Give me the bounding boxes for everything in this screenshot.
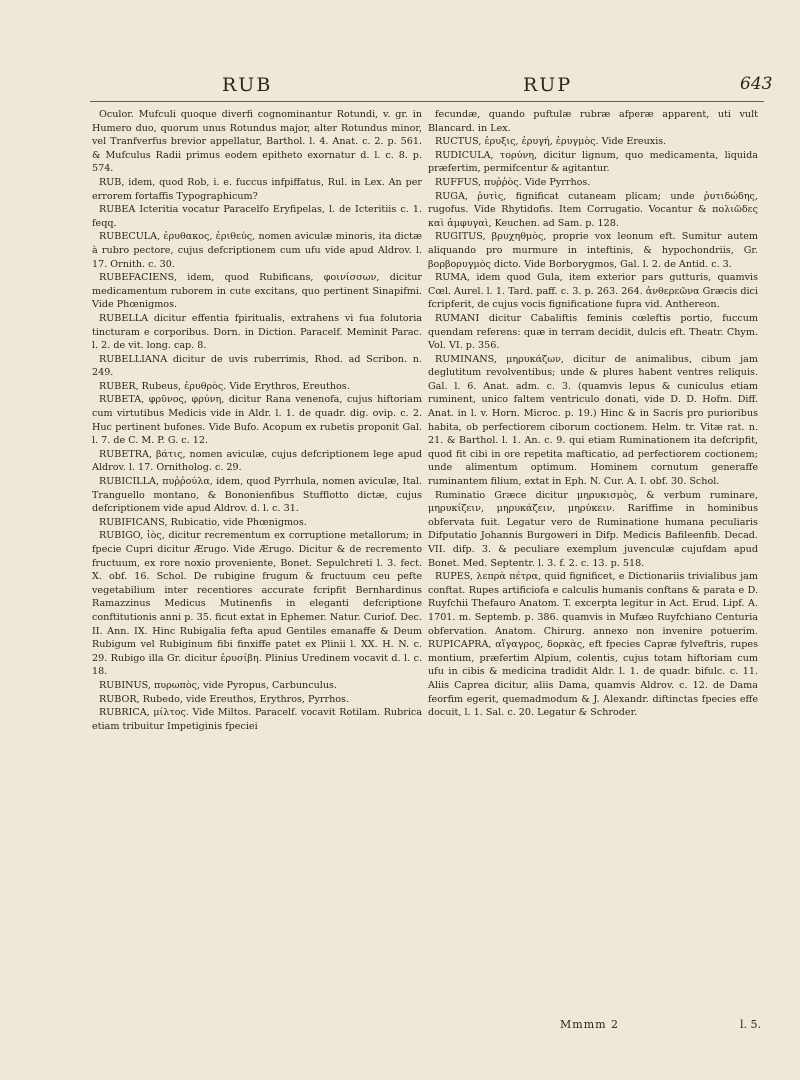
entry: RUBICILLA, πυῤῥούλα, idem, quod Pyrrhula, nomen aviculæ, Ital. Tranguello montano, & Bononienfibus Stufflotto dictæ, cujus defcriptionem vide apud Aldrov. d. l. c. 31. — [92, 476, 422, 515]
entry: RUBER, Rubeus, ἐρυθρὸς. Vide Erythros, Ereuthos. — [99, 380, 350, 392]
entry: RUBELLA dicitur effentia fpiritualis, extrahens vi fua folutoria tincturam e corporibus. Dorn. in Diction. Paracelf. Meminit Parac. l. 2. de vit. long. cap. 8. — [92, 312, 422, 352]
entry: fecundæ, quando puftulæ rubræ afperæ apparent, uti vult Blancard. in Lex. — [428, 109, 758, 134]
catchword: l. 5. — [740, 1018, 762, 1031]
running-head-left: RUB — [222, 74, 273, 96]
page-number: 643 — [740, 74, 773, 94]
entry: RUBETRA, βάτις, nomen aviculæ, cujus defcriptionem lege apud Aldrov. l. 17. Ornitholog. c. 29. — [92, 448, 422, 474]
entry: RUB, idem, quod Rob, i. e. fuccus infpiffatus, Rul. in Lex. An per errorem fortaffis Typographicum? — [92, 176, 422, 202]
entry: RUBEFACIENS, idem, quod Rubificans, φοινίσσων, dicitur medicamentum ruborem in cute excitans, quo pertinent Sinapifmi. Vide Phœnigmos. — [92, 272, 422, 311]
entry: RUDICULA, τορύνη, dicitur lignum, quo medicamenta, liquida præfertim, permifcentur & agitantur. — [428, 149, 758, 175]
signature-mark: Mmmm 2 — [560, 1018, 620, 1031]
entry: RUBETA, φρῦνος, φρύνη, dicitur Rana venenofa, cujus hiftoriam cum virtutibus Medicis vide in Aldr. l. 1. de quadr. dig. ovip. c. 2. Huc pertinent bufones. Vide Bufo. Acopum ex rubetis proponit Gal. l. 7. de C. M. P. G. c. 12. — [92, 394, 422, 447]
entry: RUBIFICANS, Rubicatio, vide Phœnigmos. — [99, 516, 307, 528]
entry: RUGA, ῥυτὶς, fignificat cutaneam plicam; unde ῥυτιδώδης, rugofus. Vide Rhytidofis. Item Corrugatio. Vocantur & πολιῶδες καὶ ἀμφυγαὶ, Keuchen. ad Sam. p. 128. — [428, 190, 758, 229]
entry: RUBECULA, ἐρυθακος, ἐριθεύς, nomen aviculæ minoris, ita dictæ à rubro pectore, cujus defcriptionem cum ufu vide apud Aldrov. l. 17. Ornith. c. 30. — [92, 231, 422, 270]
entry: RUMANI dicitur Cabaliftis feminis cœleftis portio, fuccum quendam referens: quæ in terram decidit, dulcis eft. Theatr. Chym. Vol. VI. p. 356. — [428, 312, 758, 352]
entry: RUBRICA, μίλτος. Vide Miltos. Paracelf. vocavit Rotilam. Rubrica etiam tribuitur Impetiginis fpeciei — [92, 707, 422, 732]
entry: RUBOR, Rubedo, vide Ereuthos, Erythros, Pyrrhos. — [99, 693, 349, 705]
entry: RUBEA Icteritia vocatur Paracelfo Eryfipelas, l. de Icteritiis c. 1. feqq. — [92, 204, 422, 229]
entry: Ruminatio Græce dicitur μηρυκισμὸς, & verbum ruminare, μηρυκίζειν, μηρυκάζειν, μηρύκειν. Rariffime in hominibus obfervata fuit. Legatur vero de Ruminatione humana peculiaris Difputatio Johannis Burgoweri in Difp. Medicis Bafileenfib. Decad. VII. difp. 3. & peculiare exemplum juvenculæ cujufdam apud Bonet. Med. Septentr. l. 3. f. 2. c. 13. p. 518. — [428, 489, 758, 569]
right-column — [428, 108, 758, 720]
left-column — [92, 108, 422, 733]
running-head-right: RUP — [523, 74, 573, 96]
entry: RUBIGO, ἰὸς, dicitur recrementum ex corruptione metallorum; in fpecie Cupri dicitur Ærugo. Vide Ærugo. Dicitur & de recremento fructuum, ex rore noxio proveniente, Bonet. Sepulchreti l. 3. fect. X. obf. 16. Schol. De rubigine frugum & fructuum ceu pefte vegetabilium inter recentiores accurate fcripfit Bernhardinus Ramazzinus Medicus Mutinenfis in eleganti defcriptione conftitutionis anni p. 35. ficut extat in Ephemer. Natur. Curiof. Dec. II. Ann. IX. Hinc Rubigalia fefta apud Gentiles emanaffe & Deum Rubigum vel Rubiginum fibi finxiffe patet ex Plinii l. XX. H. N. c. 29. Rubigo illa Gr. dicitur ἐρυσίβη. Plinius Uredinem vocavit d. l. c. 18. — [92, 530, 422, 678]
header-rule — [90, 101, 764, 102]
entry: RUFFUS, πυῤῥὸς. Vide Pyrrhos. — [435, 176, 591, 188]
entry: RUPES, λεπρὰ πέτρα, quid fignificet, e Dictionariis trivialibus jam conftat. Rupes artificiofa e calculis humanis conftans & parata e D. Ruyfchii Thefauro Anatom. T. excerpta legitur in Act. Erud. Lipf. A. 1701. m. Septemb. p. 386. quamvis in Mufæo Ruyfchiano Centuria obfervation. Anatom. Chirurg. annexo non invenire potuerim. RUPICAPRA, αἴγαγρος, δορκὰς, eft fpecies Capræ fylveftris, rupes montium, præfertim Alpium, colentis, cujus totam hiftoriam cum ufu in cibis & medicina tradidit Aldr. l. 1. de quadr. bifulc. c. 11. Aliis Caprea dicitur, aliis Dama, quamvis Aldrov. c. 12. de Dama feorfim egerit, quemadmodum & J. Alexandr. diftinctas fpecies effe docuit, l. 1. Sal. c. 20. Legatur & Schroder. — [428, 571, 758, 719]
entry: RUGITUS, βρυχηθμὸς, proprie vox leonum eft. Sumitur autem aliquando pro murmure in inteftinis, & hypochondriis, Gr. βορβορυγμὸς dicto. Vide Borborygmos, Gal. l. 2. de Antid. c. 3. — [428, 231, 758, 270]
entry: RUMA, idem quod Gula, item exterior pars gutturis, quamvis Cœl. Aurel. l. 1. Tard. paff. c. 3. p. 263. 264. ἀνθερεῶνα Græcis dici fcripferit, de cujus vocis fignificatione fupra vid. Anthereon. — [428, 272, 758, 311]
entry: RUBINUS, πυρωπὸς, vide Pyropus, Carbunculus. — [99, 679, 337, 691]
entry: RUBELLIANA dicitur de uvis ruberrimis, Rhod. ad Scribon. n. 249. — [92, 353, 422, 379]
entry: Oculor. Mufculi quoque diverfi cognominantur Rotundi, v. gr. in Humero duo, quorum unus Rotundus major, alter Rotundus minor, vel Tranfverfus brevior appellatur, Barthol. l. 4. Anat. c. 2. p. 561. & Mufculus Radii primus eodem epitheto exornatur d. l. c. 8. p. 574. — [92, 109, 422, 175]
entry: RUCTUS, ἐρυξις, ἐρυγή, ἐρυγμὸς. Vide Ereuxis. — [435, 136, 667, 148]
entry: RUMINANS, μηρυκάζων, dicitur de animalibus, cibum jam deglutitum revolventibus; unde & plures habent ventres reliquis. Gal. l. 6. Anat. adm. c. 3. (quamvis lepus & cuniculus etiam ruminent, unico faltem ventriculo donati, vide D. D. Hofm. Diff. Anat. in l. v. Horn. Microc. p. 19.) Hinc & in Sacris pro purioribus habita, ob perfectiorem ciborum coctionem. Helm. tr. Vitæ rat. n. 21. & Barthol. l. 1. An. c. 9. qui etiam Ruminationem ita defcripfit, quod fit cibi in ore repetita mafticatio, ad perfectiorem coctionem; unde alimentum optimum. Hominem cornutum generaffe ruminantem filium, extat in Eph. N. Cur. A. I. obf. 30. Schol. — [428, 353, 758, 488]
